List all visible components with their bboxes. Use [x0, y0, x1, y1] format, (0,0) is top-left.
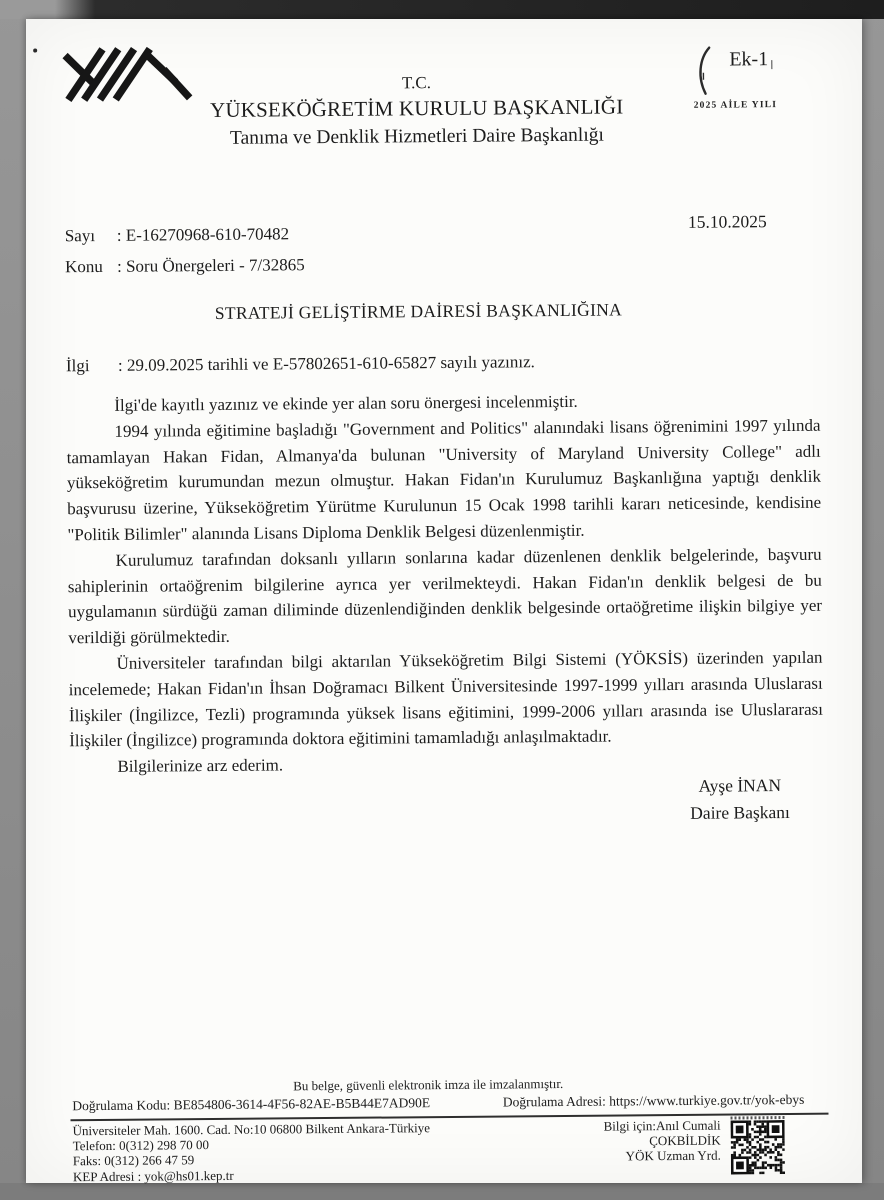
- letter-content: [21, 15, 867, 1186]
- contact-address-block: [73, 1120, 431, 1184]
- qr-code-svg: [731, 1120, 785, 1174]
- recipient-heading: STRATEJİ GELİŞTİRME DAİRESİ BAŞKANLIĞINA: [214, 299, 623, 323]
- paragraph: 1994 yılında eğitimine başladığı "Government and Politics" alanındaki lisans öğrenimini 1997 yılında tamamlayan Hakan Fidan, Almanya'da bulunan "University of Maryland University College" adlı yükseköğretim kurumundan mezun olmuştur. Hakan Fidan'ın Kurulumuz Başkanlığına yaptığı denklik başvurusu üzerine, Yükseköğretim Yürütme Kurulunun 15 Ocak 1998 tarihli kararı neticesinde, kendisine "Politik Bilimler" alanında Lisans Diploma Denklik Belgesi düzenlenmiştir.: [66, 415, 822, 545]
- qr-caption: [731, 1116, 785, 1119]
- paragraph: Üniversiteler tarafından bilgi aktarılan Yükseköğretim Bilgi Sistemi (YÖKSİS) üzerinden yapılan incelemede; Hakan Fidan'ın İhsan Doğramacı Bilkent Üniversitesinde 1997-1999 yılları arasında Uluslarası İlişkiler (İngilizce, Tezli) programında yüksek lisans eğitimini, 1999-2006 yılları arasında ise Uluslararası İlişkiler (İngilizce) programında doktora eğitimini tamamladığı anlaşılmaktadır.: [68, 647, 824, 751]
- letter-body: [66, 387, 823, 781]
- contact-person-line: ÇOKBİLDİK: [649, 1132, 721, 1149]
- ink-mark: [33, 49, 37, 53]
- paragraph: İlgi'de kayıtlı yazınız ve ekinde yer alan soru önergesi incelenmiştir.: [114, 391, 578, 415]
- phone-number: Telefon: 0(312) 298 70 00: [72, 1137, 210, 1154]
- qr-code: [731, 1116, 786, 1174]
- ilgi-row: [66, 352, 535, 376]
- family-year-label: 2025 AİLE YILI: [693, 100, 778, 111]
- konu-row: [65, 255, 305, 277]
- signer-title: Daire Başkanı: [690, 801, 790, 823]
- konu-value: : Soru Önergeleri - 7/32865: [116, 255, 305, 276]
- contact-person-line: YÖK Uzman Yrd.: [625, 1148, 721, 1164]
- paragraph: Bilgilerinize arz ederim.: [117, 755, 284, 777]
- contact-person-block: [604, 1118, 721, 1165]
- sayi-label: Sayı: [64, 226, 96, 246]
- ilgi-value: : 29.09.2025 tarihli ve E-57802651-610-65827 sayılı yazınız.: [117, 352, 535, 375]
- letter-date: 15.10.2025: [687, 211, 767, 232]
- esignature-note: Bu belge, güvenli elektronik imza ile imzalanmıştır.: [293, 1075, 564, 1094]
- handwritten-paren-icon: [693, 45, 715, 99]
- letterhead-organization: YÜKSEKÖĞRETİM KURULU BAŞKANLIĞI: [209, 94, 624, 123]
- letterhead-tc: T.C.: [401, 73, 432, 93]
- verification-code: Doğrulama Kodu: BE854806-3614-4F56-82AE-B5B44E7AD90E: [72, 1095, 431, 1114]
- verification-address: Doğrulama Adresi: https://www.turkiye.gov.tr/yok-ebys: [502, 1091, 805, 1110]
- postal-address: Üniversiteler Mah. 1600. Cad. No:10 06800 Bilkent Ankara-Türkiye: [72, 1120, 431, 1139]
- letter-page: [26, 19, 862, 1183]
- attachment-label: Ek-1: [729, 44, 773, 74]
- sayi-row: [65, 224, 290, 246]
- paragraph: Kurulumuz tarafından doksanlı yılların sonlarına kadar düzenlenen denklik belgelerinde, başvuru sahiplerinin ortaöğrenim bilgilerine ayrıca yer verilmekteydi. Hakan Fidan'ın denklik belgesi de bu uygulamanın sürdüğü zaman diliminde düzenlendiğinden denklik belgesinde ortaöğretime ilişkin bilgiye yer verildiği görülmektedir.: [67, 544, 823, 648]
- attachment-block: [693, 44, 814, 111]
- ink-tick: [771, 60, 773, 69]
- ilgi-label: İlgi: [65, 356, 90, 376]
- sayi-value: : E-16270968-610-70482: [116, 224, 290, 245]
- konu-label: Konu: [64, 256, 103, 277]
- fax-number: Faks: 0(312) 266 47 59: [72, 1152, 195, 1169]
- signer-name: Ayşe İNAN: [698, 775, 782, 796]
- letterhead-department: Tanıma ve Denklik Hizmetleri Daire Başkanlığı: [229, 124, 604, 149]
- kep-address: KEP Adresi : yok@hs01.kep.tr: [72, 1167, 234, 1184]
- contact-person-line: Bilgi için:Anıl Cumali: [603, 1117, 721, 1134]
- signature-block: [690, 772, 790, 827]
